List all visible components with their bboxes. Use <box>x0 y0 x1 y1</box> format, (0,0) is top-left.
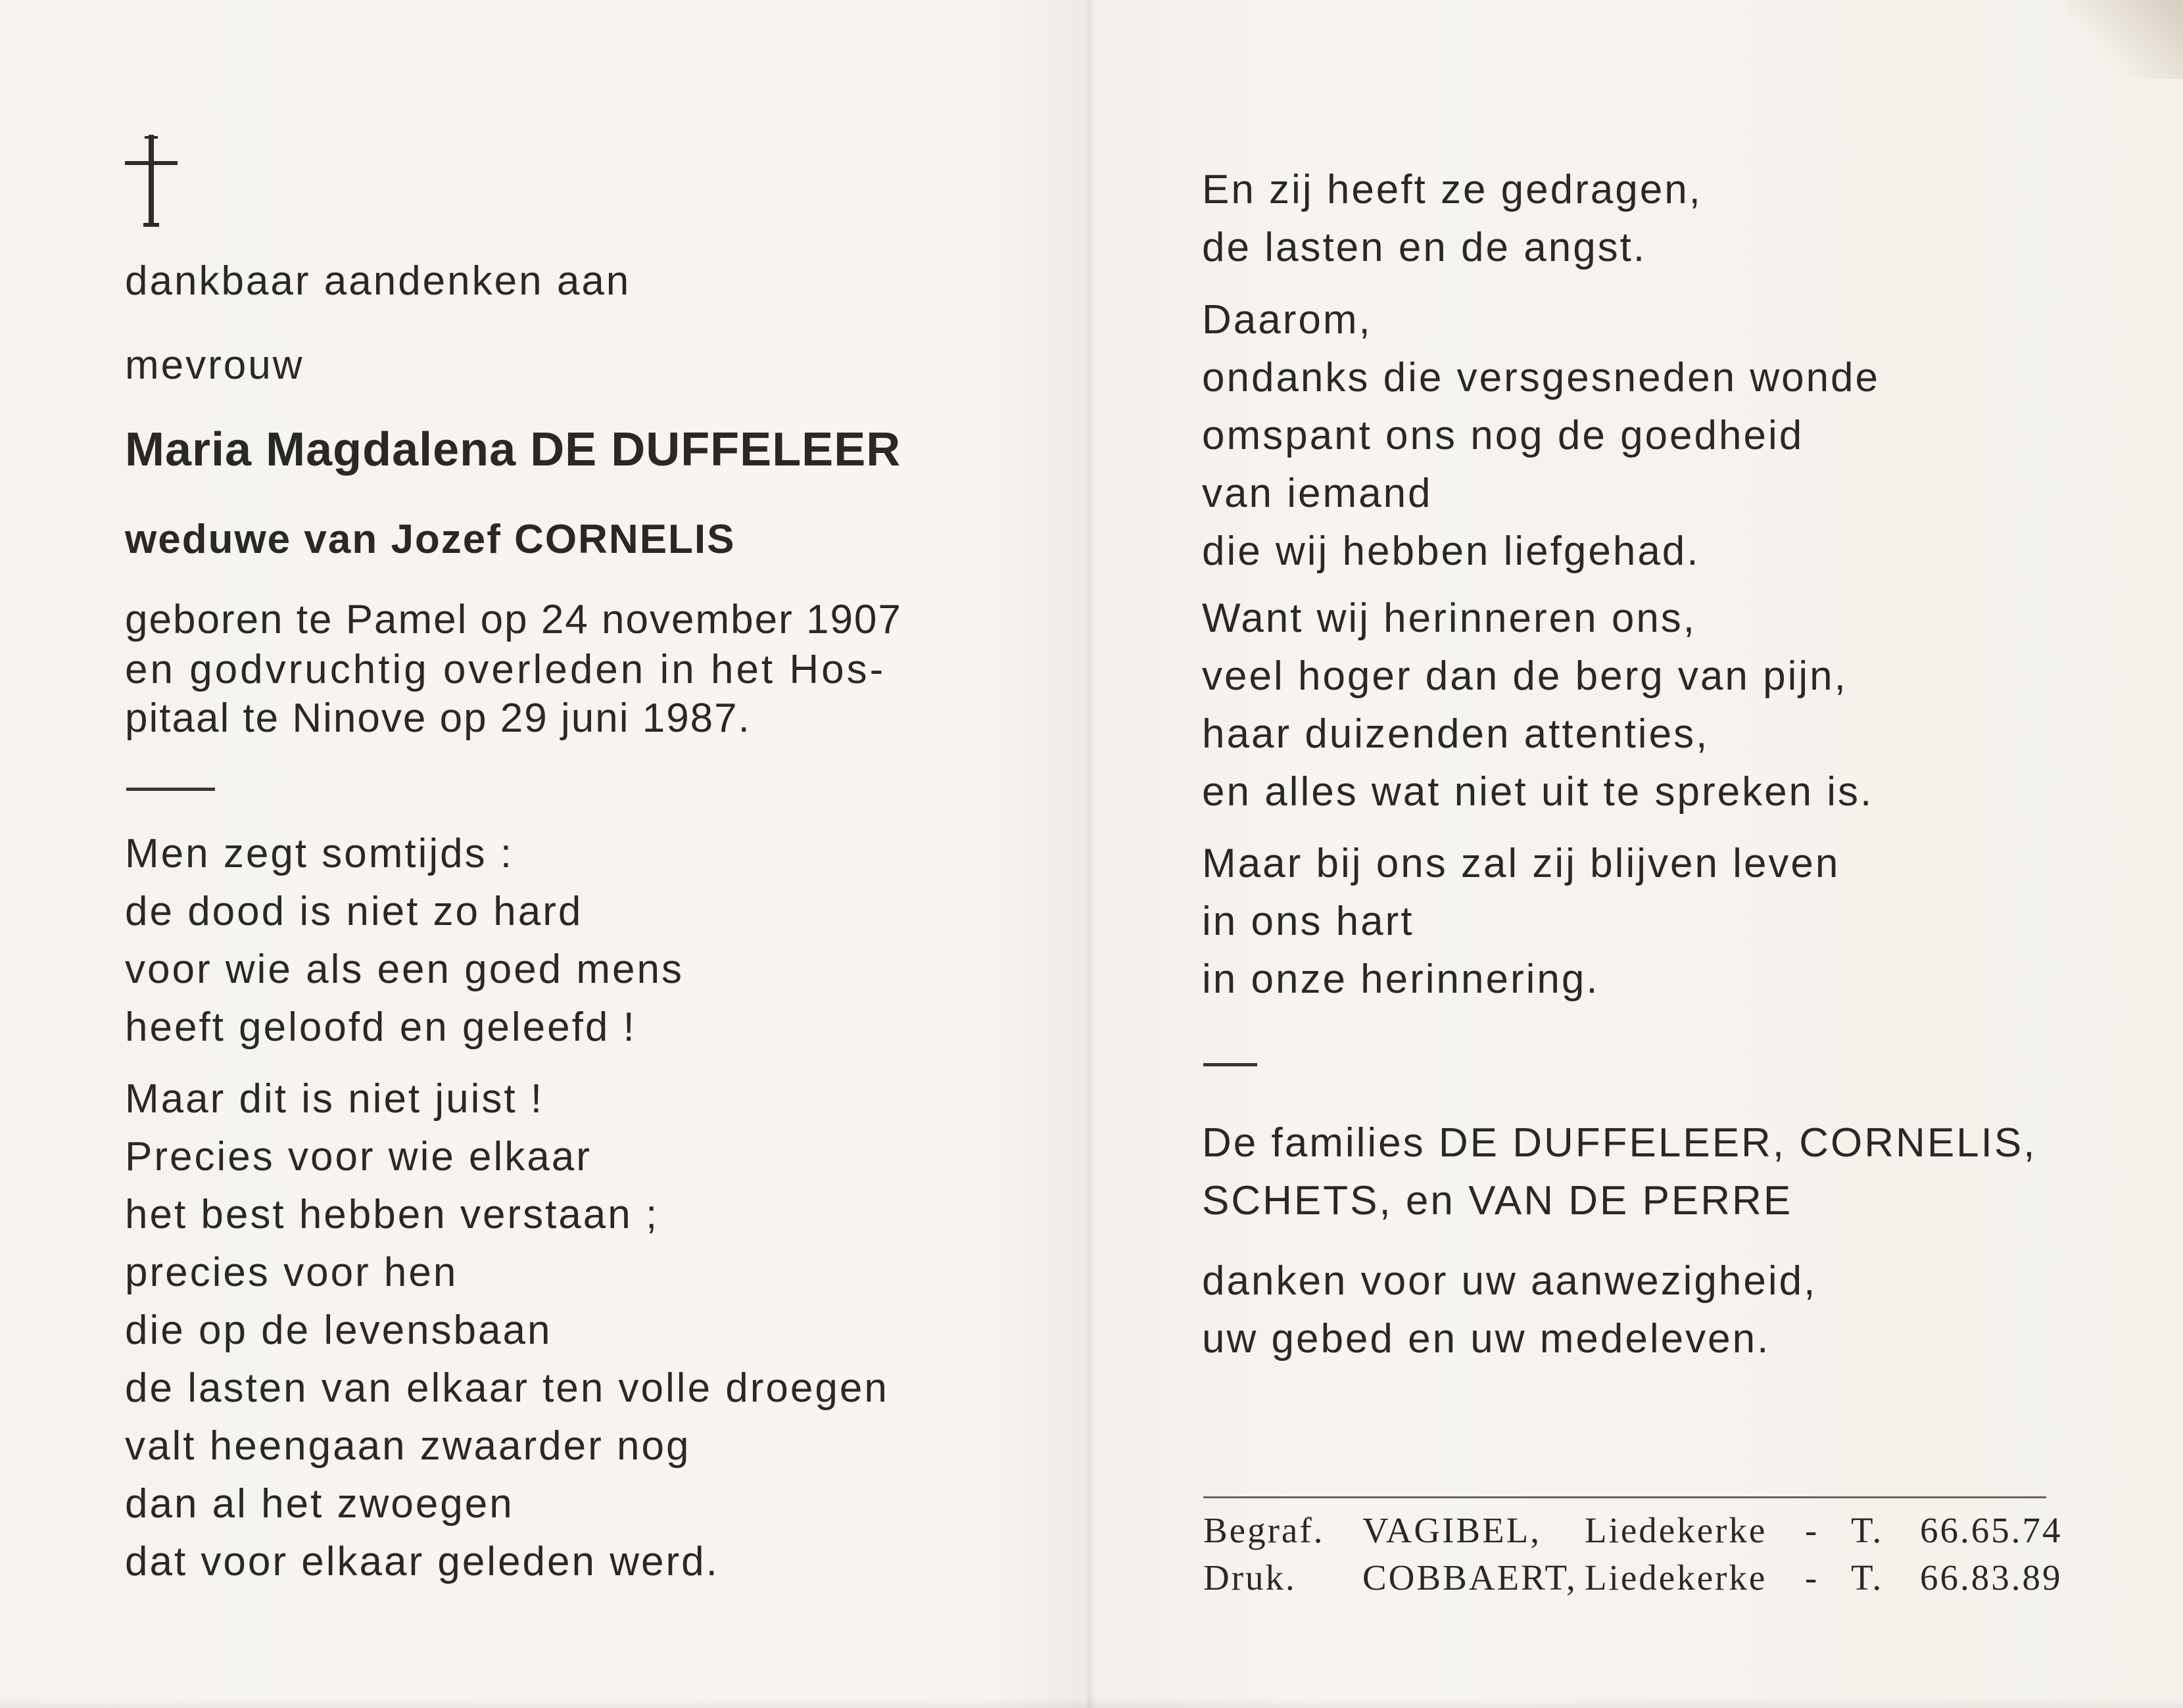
divider <box>126 788 215 791</box>
poem-line: die op de levensbaan <box>125 1308 552 1353</box>
role-label: Begraf. <box>1203 1510 1325 1550</box>
poem-line: in ons hart <box>1202 899 1414 944</box>
poem-line: in onze herinnering. <box>1202 957 1600 1002</box>
thanks-line: danken voor uw aanwezigheid, <box>1202 1258 1817 1304</box>
printer-line <box>1203 1554 2063 1601</box>
poem-line: Men zegt somtijds : <box>125 831 514 876</box>
poem-line: heeft geloofd en geleefd ! <box>125 1005 636 1050</box>
poem-line: Maar bij ons zal zij blijven leven <box>1202 841 1840 886</box>
right-stanza-1 <box>1202 161 1702 277</box>
poem-line: de dood is niet zo hard <box>125 889 583 934</box>
right-stanza-4 <box>1202 835 1840 1008</box>
poem-line: die wij hebben liefgehad. <box>1202 529 1700 574</box>
poem-line: En zij heeft ze gedragen, <box>1202 167 1702 212</box>
worn-corner <box>2065 0 2183 79</box>
deceased-name: Maria Magdalena DE DUFFELEER <box>125 423 901 476</box>
poem-line: de lasten en de angst. <box>1202 225 1647 270</box>
poem-line: Precies voor wie elkaar <box>125 1134 592 1179</box>
thanks-line: uw gebed en uw medeleven. <box>1202 1316 1771 1362</box>
poem-stanza-1 <box>125 825 684 1056</box>
widow-of-text: weduwe van Jozef CORNELIS <box>125 517 736 562</box>
phone-number: 66.83.89 <box>1920 1557 2063 1598</box>
dash-separator: - <box>1805 1557 1819 1598</box>
poem-line: haar duizenden attenties, <box>1202 711 1710 757</box>
role-label: Druk. <box>1203 1557 1297 1598</box>
company-name: COBBAERT, <box>1362 1557 1577 1598</box>
company-name: VAGIBEL, <box>1362 1510 1542 1550</box>
phone-label: T. <box>1851 1510 1884 1550</box>
poem-line: van iemand <box>1202 471 1433 516</box>
bio-line: geboren te Pamel op 24 november 1907 <box>125 597 902 642</box>
poem-line: dat voor elkaar geleden werd. <box>125 1539 719 1584</box>
biography <box>125 594 902 745</box>
cross-icon <box>125 135 178 227</box>
card-edge <box>0 1699 2183 1708</box>
poem-line: veel hoger dan de berg van pijn, <box>1202 653 1848 699</box>
families-block <box>1202 1114 2036 1230</box>
phone-number: 66.65.74 <box>1920 1510 2063 1550</box>
poem-line: het best hebben verstaan ; <box>125 1192 660 1237</box>
right-stanza-2 <box>1202 291 1880 581</box>
families-line: SCHETS, en VAN DE PERRE <box>1202 1178 1793 1223</box>
poem-line: en alles wat niet uit te spreken is. <box>1202 769 1874 815</box>
poem-line: Want wij herinneren ons, <box>1202 596 1697 641</box>
funeral-director-line <box>1203 1507 2063 1554</box>
divider <box>1203 1063 1257 1066</box>
poem-line: Daarom, <box>1202 297 1372 343</box>
divider-thin <box>1203 1496 2046 1498</box>
poem-line: de lasten van elkaar ten volle droegen <box>125 1365 889 1411</box>
thanks-block <box>1202 1252 1817 1368</box>
intro-text: dankbaar aandenken aan <box>125 258 631 304</box>
salutation-text: mevrouw <box>125 343 304 388</box>
poem-line: precies voor hen <box>125 1250 458 1295</box>
right-stanza-3 <box>1202 590 1873 821</box>
poem-line: valt heengaan zwaarder nog <box>125 1423 691 1469</box>
poem-line: dan al het zwoegen <box>125 1481 514 1527</box>
poem-line: omspant ons nog de goedheid <box>1202 413 1804 458</box>
poem-line: ondanks die versgesneden wonde <box>1202 355 1881 400</box>
phone-label: T. <box>1851 1557 1884 1598</box>
families-line: De families DE DUFFELEER, CORNELIS, <box>1202 1120 2037 1166</box>
place-name: Liedekerke <box>1585 1510 1767 1550</box>
poem-line: Maar dit is niet juist ! <box>125 1076 544 1122</box>
dash-separator: - <box>1805 1510 1819 1550</box>
bio-line: pitaal te Ninove op 29 juni 1987. <box>125 696 751 741</box>
poem-line: voor wie als een goed mens <box>125 947 684 992</box>
place-name: Liedekerke <box>1585 1557 1767 1598</box>
poem-stanza-2 <box>125 1070 889 1591</box>
bio-line: en godvruchtig overleden in het Hos- <box>125 647 886 692</box>
printer-info <box>1203 1507 2063 1601</box>
